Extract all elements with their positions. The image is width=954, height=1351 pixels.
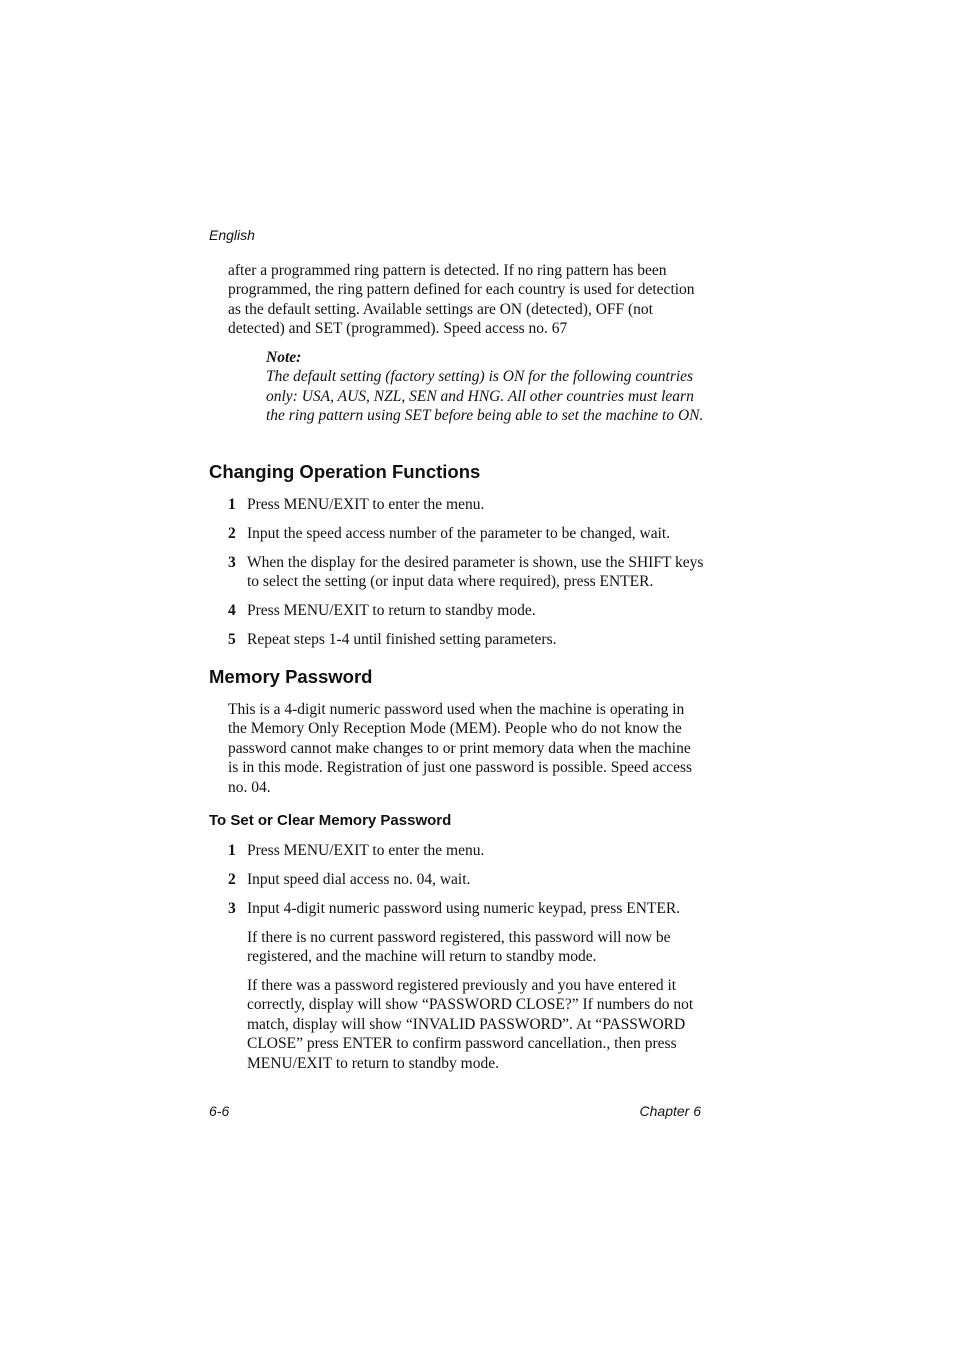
- header-language-label: English: [209, 227, 255, 243]
- memory-password-heading: Memory Password: [209, 666, 373, 687]
- changing-step-5: [228, 630, 704, 649]
- setclear-step-3: [228, 899, 704, 918]
- setclear-step-1: [228, 841, 704, 860]
- previous-password-paragraph: If there was a password registered previously and you have entered it correctly, display will show “PASSWORD CLOSE?” If numbers do not match, display will show “INVALID PASSWORD”. At “PASSWORD CLOSE” press ENTER to confirm password cancellation., then press MENU/EXIT to return to standby mode.: [247, 977, 694, 1072]
- step-number: 5: [228, 631, 236, 648]
- memory-password-paragraph: This is a 4-digit numeric password used when the machine is operating in the Memory Only Reception Mode (MEM). People who do not know the password cannot make changes to or print memory data when the machine is in this mode. Registration of just one password is possible. Speed access no. 04.: [228, 701, 693, 796]
- note-text: The default setting (factory setting) is ON for the following countries only: USA, AUS, NZL, SEN and HNG. All other countries must learn the ring pattern using SET before being able to set the machine to ON.: [266, 368, 704, 425]
- set-clear-password-heading: To Set or Clear Memory Password: [209, 812, 452, 829]
- step-text: Repeat steps 1-4 until finished setting parameters.: [247, 631, 557, 648]
- step-text: Input speed dial access no. 04, wait.: [247, 871, 471, 888]
- step-number: 1: [228, 842, 236, 859]
- note-block: [266, 348, 704, 426]
- step-number: 1: [228, 496, 236, 513]
- step-number: 2: [228, 525, 236, 542]
- no-password-paragraph: If there is no current password registered, this password will now be registered, and the machine will return to standby mode.: [247, 929, 671, 966]
- step-text: Input the speed access number of the parameter to be changed, wait.: [247, 525, 671, 542]
- step-number: 4: [228, 602, 236, 619]
- note-label: Note:: [266, 349, 302, 366]
- step-text: Press MENU/EXIT to enter the menu.: [247, 496, 485, 513]
- changing-functions-heading: Changing Operation Functions: [209, 461, 481, 482]
- step-text: Press MENU/EXIT to enter the menu.: [247, 842, 485, 859]
- step-text: Input 4-digit numeric password using numeric keypad, press ENTER.: [247, 900, 681, 917]
- changing-step-1: [228, 495, 704, 514]
- intro-paragraph: after a programmed ring pattern is detected. If no ring pattern has been programmed, the ring pattern defined for each country is used for detection as the default setting. Available settings are ON (detected), OFF (not detected) and SET (programmed). Speed access no. 67: [228, 262, 695, 338]
- changing-step-4: [228, 601, 704, 620]
- step-number: 3: [228, 554, 236, 571]
- footer-page-number: 6-6: [209, 1103, 230, 1119]
- setclear-step-2: [228, 870, 704, 889]
- changing-step-2: [228, 524, 704, 543]
- step-text: Press MENU/EXIT to return to standby mode.: [247, 602, 536, 619]
- step-text: When the display for the desired parameter is shown, use the SHIFT keys to select the setting (or input data where required), press ENTER.: [247, 554, 704, 591]
- step-number: 3: [228, 900, 236, 917]
- footer-chapter-label: Chapter 6: [639, 1103, 701, 1119]
- changing-step-3: [228, 553, 704, 592]
- step-number: 2: [228, 871, 236, 888]
